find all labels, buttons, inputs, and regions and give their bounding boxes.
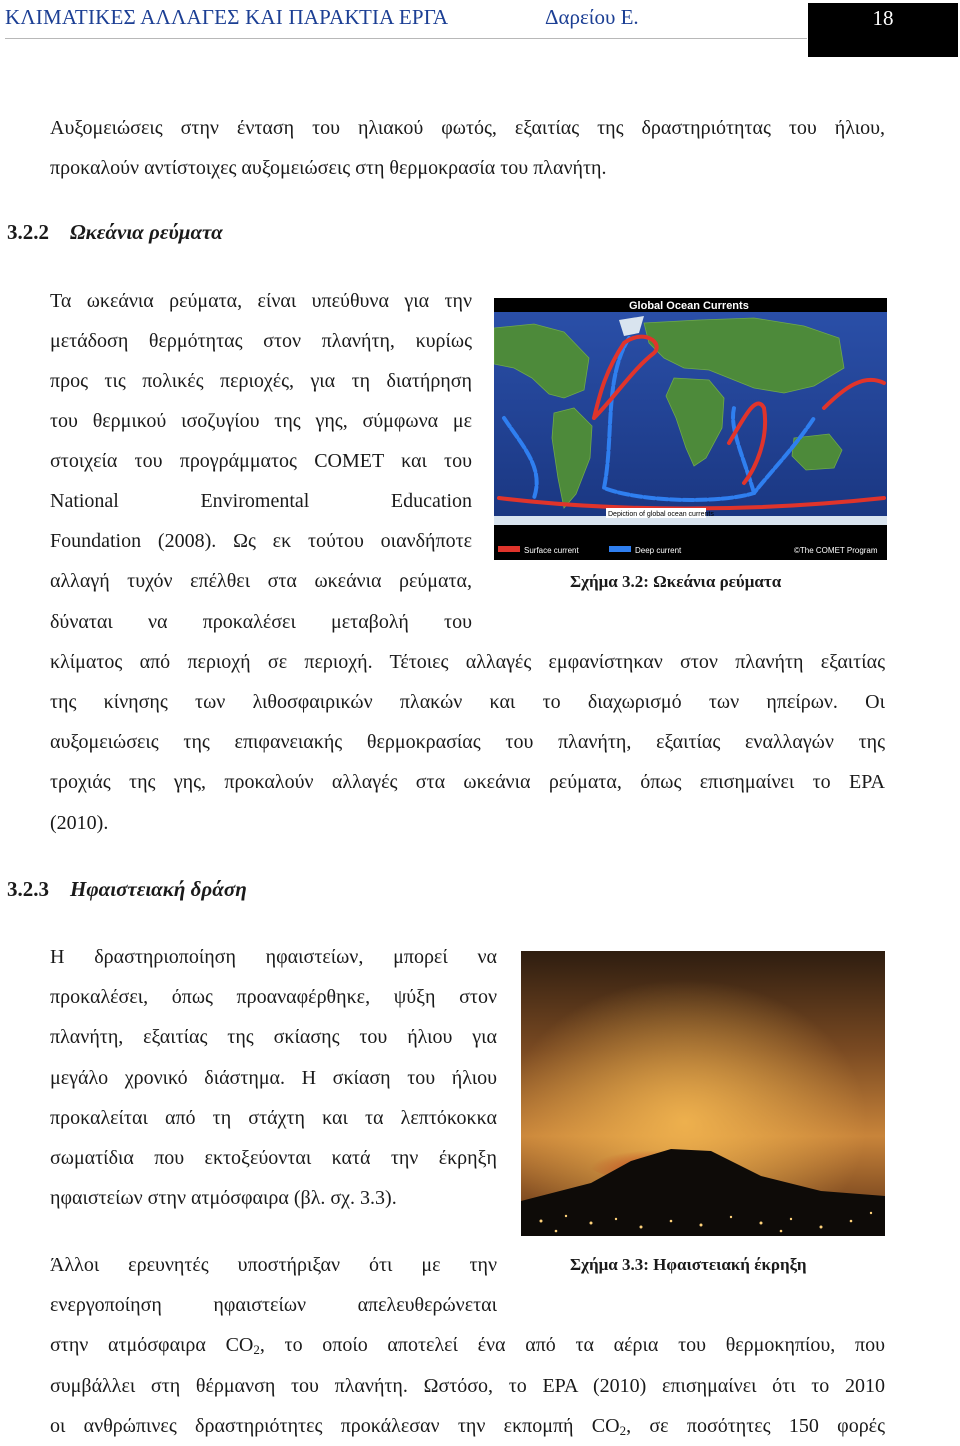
section-heading-323 [7, 877, 247, 902]
text-run: , σε ποσότητες 150 φορές [626, 1415, 885, 1437]
body-line: προκαλέσει, όπως προαναφέρθηκε, ψύξη στον [50, 986, 497, 1008]
body-line: δύναται να προκαλέσει μεταβολή του [50, 611, 472, 633]
running-title: ΚΛΙΜΑΤΙΚΕΣ ΑΛΛΑΓΕΣ ΚΑΙ ΠΑΡΑΚΤΙΑ ΕΡΓΑ [5, 5, 449, 29]
body-line: προς τις πολικές περιοχές, για τη διατήρηση [50, 370, 472, 392]
body-line-co2 [50, 1325, 885, 1365]
body-line: τροχιάς της γης, προκαλούν αλλαγές στα ωκεάνια ρεύματα, όπως επισημαίνει το EPA [50, 771, 885, 793]
running-author: Δαρείου Ε. [545, 5, 639, 29]
legend-surface-label: Surface current [524, 546, 579, 555]
section-heading-322 [7, 220, 223, 245]
section-number: 3.2.3 [7, 877, 49, 901]
text-run: στην ατμόσφαιρα CO [50, 1334, 254, 1356]
text-run: , το οποίο αποτελεί ένα από τα αέρια του θερμοκηπίου, που [259, 1334, 885, 1356]
intro-line-1: Αυξομειώσεις στην ένταση του ηλιακού φωτός, εξαιτίας της δραστηριότητας του ήλιου, [50, 117, 885, 139]
intro-line-2: προκαλούν αντίστοιχες αυξομειώσεις στη θερμοκρασία του πλανήτη. [50, 157, 607, 179]
map-credit: ©The COMET Program [794, 546, 878, 555]
section-number: 3.2.2 [7, 220, 49, 244]
legend-deep-label: Deep current [635, 546, 682, 555]
body-line: του θερμικού ισοζυγίου της γης, σύμφωνα με [50, 410, 472, 432]
section-title: Ωκεάνια ρεύματα [70, 220, 223, 244]
body-line: National Enviromental Education [50, 490, 472, 512]
depiction-label: Depiction of global ocean currents [608, 511, 714, 518]
ocean-currents-map [494, 298, 887, 560]
body-line: μετάδοση θερμότητας στον πλανήτη, κυρίως [50, 330, 472, 352]
body-line: αυξομειώσεις της επιφανειακής θερμοκρασίας του πλανήτη, εξαιτίας εναλλαγών της [50, 731, 885, 753]
body-line: στοιχεία του προγράμματος COMET και του [50, 450, 472, 472]
page-header [0, 0, 960, 58]
body-line: (2010). [50, 812, 109, 834]
volcano-figure [521, 951, 885, 1236]
body-line: ηφαιστείων στην ατμόσφαιρα (βλ. σχ. 3.3). [50, 1187, 397, 1209]
figure-caption-33: Σχήμα 3.3: Ηφαιστειακή έκρηξη [570, 1255, 807, 1274]
text-run: οι ανθρώπινες δραστηριότητες προκάλεσαν την εκπομπή CO [50, 1415, 620, 1437]
body-line: ενεργοποίηση ηφαιστείων απελευθερώνεται [50, 1294, 497, 1316]
body-line: συμβάλλει στη θέρμανση του πλανήτη. Ωστόσο, το EPA (2010) επισημαίνει ότι το 2010 [50, 1375, 885, 1397]
body-line: Η δραστηριοποίηση ηφαιστείων, μπορεί να [50, 946, 497, 968]
body-line: σωματίδια που εκτοξεύονται κατά την έκρηξη [50, 1147, 497, 1169]
body-line: Τα ωκεάνια ρεύματα, είναι υπεύθυνα για την [50, 290, 472, 312]
body-line: πλανήτη, εξαιτίας της σκίασης του ήλιου για [50, 1026, 497, 1048]
body-line: προκαλείται από τη στάχτη και τα λεπτόκοκκα [50, 1107, 497, 1129]
subscript-2: 2 [253, 1342, 260, 1357]
map-title: Global Ocean Currents [629, 300, 749, 312]
legend-surface-swatch [498, 546, 520, 552]
volcano-photo [521, 951, 885, 1236]
section-title: Ηφαιστειακή δράση [70, 877, 247, 901]
page-number: 18 [808, 3, 958, 57]
body-line: αλλαγή τυχόν επέλθει στα ωκεάνια ρεύματα, [50, 570, 472, 592]
body-line-co2 [50, 1406, 885, 1446]
body-line: μεγάλο χρονικό διάστημα. Η σκίαση του ήλιου [50, 1067, 497, 1089]
ocean-currents-figure [494, 298, 887, 560]
body-line: Άλλοι ερευνητές υποστήριξαν ότι με την [50, 1254, 497, 1276]
body-line: Foundation (2008). Ως εκ τούτου οιανδήποτε [50, 530, 472, 552]
header-rule [5, 38, 807, 39]
legend-deep-swatch [609, 546, 631, 552]
subscript-2: 2 [619, 1423, 627, 1438]
figure-caption-32: Σχήμα 3.2: Ωκεάνια ρεύματα [570, 572, 782, 591]
body-line: της κίνησης των λιθοσφαιρικών πλακών και το διαχωρισμό των ηπείρων. Οι [50, 691, 885, 713]
body-line: κλίματος από περιοχή σε περιοχή. Τέτοιες αλλαγές εμφανίστηκαν στον πλανήτη εξαιτίας [50, 651, 885, 673]
